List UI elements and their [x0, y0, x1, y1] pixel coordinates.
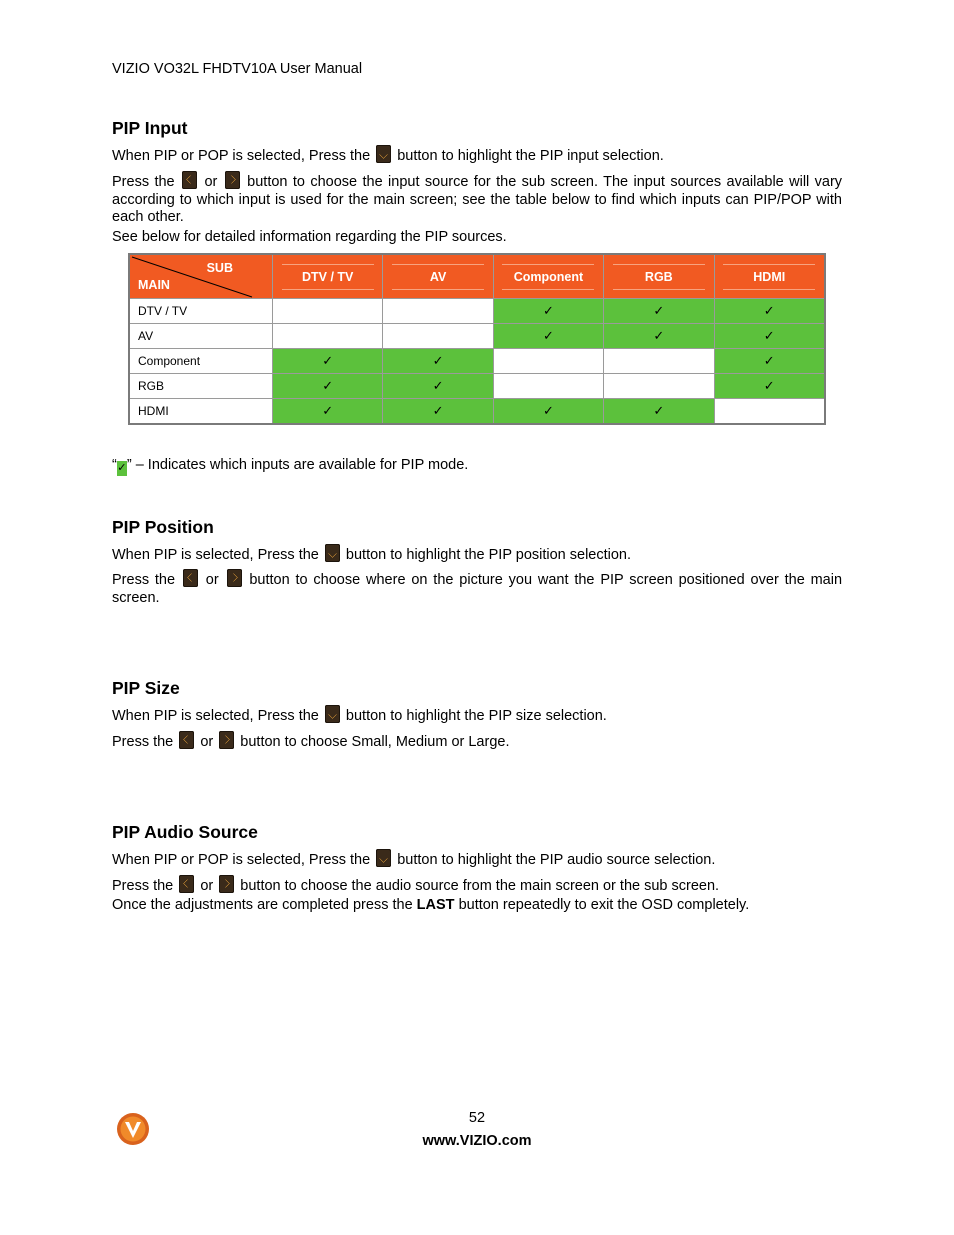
pip-audio-heading: PIP Audio Source: [112, 822, 258, 842]
vol-right-button-icon: [225, 171, 240, 189]
column-header: [714, 254, 825, 299]
pip-sources-table: [128, 253, 826, 425]
text: When PIP or POP is selected, Press the: [112, 852, 371, 868]
pip-audio-para-1: [112, 849, 842, 870]
text: or: [200, 734, 214, 750]
empty-cell: [493, 349, 603, 374]
ch-down-button-icon: [325, 705, 340, 723]
column-header: [493, 254, 603, 299]
row-label: Component: [129, 349, 273, 374]
empty-cell: [273, 324, 383, 349]
check-cell: ✓: [714, 324, 825, 349]
check-cell: ✓: [714, 374, 825, 399]
text: or: [204, 174, 218, 190]
check-cell: ✓: [273, 399, 383, 425]
table-row: [129, 299, 825, 324]
check-cell: ✓: [604, 299, 714, 324]
row-label: DTV / TV: [129, 299, 273, 324]
pip-position-para-2: [112, 569, 842, 607]
text: Once the adjustments are completed press the: [112, 897, 413, 913]
row-label: RGB: [129, 374, 273, 399]
pip-input-para-1: [112, 145, 842, 166]
column-header: [383, 254, 493, 299]
ch-down-button-icon: [376, 849, 391, 867]
check-cell: ✓: [493, 324, 603, 349]
text: button to choose the audio source from the main screen or the sub screen.: [240, 878, 720, 894]
pip-size-para-2: [112, 731, 842, 752]
pip-input-para-2: [112, 171, 842, 227]
check-cell: ✓: [493, 299, 603, 324]
pip-position-para-1: [112, 544, 842, 565]
pip-size-para-1: [112, 705, 842, 726]
vol-right-button-icon: [219, 731, 234, 749]
empty-cell: [714, 399, 825, 425]
check-cell: ✓: [383, 349, 493, 374]
vol-left-button-icon: [182, 171, 197, 189]
column-header: [273, 254, 383, 299]
table-row: [129, 374, 825, 399]
page-number: 52: [468, 1110, 486, 1126]
empty-cell: [383, 324, 493, 349]
empty-cell: [604, 374, 714, 399]
text: button to choose Small, Medium or Large.: [240, 734, 510, 750]
text: button to highlight the PIP input selection.: [397, 148, 664, 164]
text: or: [200, 878, 214, 894]
legend-open-quote: “: [112, 457, 117, 473]
ch-down-button-icon: [325, 544, 340, 562]
check-cell: ✓: [383, 399, 493, 425]
table-header-row: [129, 254, 825, 299]
text: or: [205, 572, 219, 588]
pip-size-heading: PIP Size: [112, 678, 180, 698]
vol-right-button-icon: [219, 875, 234, 893]
vol-left-button-icon: [179, 875, 194, 893]
text: Press the: [112, 734, 174, 750]
vol-left-button-icon: [183, 569, 198, 587]
text: Press the: [112, 572, 176, 588]
legend-text: ” – Indicates which inputs are available for PIP mode.: [126, 457, 469, 473]
footer-url: www.VIZIO.com: [422, 1133, 532, 1149]
column-label: AV: [392, 264, 484, 290]
pip-position-heading: PIP Position: [112, 517, 214, 537]
empty-cell: [273, 299, 383, 324]
empty-cell: [604, 349, 714, 374]
check-cell: ✓: [714, 299, 825, 324]
text: Press the: [112, 174, 175, 190]
column-header: [604, 254, 714, 299]
column-label: RGB: [613, 264, 705, 290]
pip-audio-para-2: [112, 875, 842, 896]
pip-audio-para-3: [112, 897, 842, 915]
check-cell: ✓: [714, 349, 825, 374]
text: When PIP or POP is selected, Press the: [112, 148, 371, 164]
pip-input-heading: PIP Input: [112, 118, 188, 138]
corner-main-label: MAIN: [138, 278, 170, 292]
empty-cell: [493, 374, 603, 399]
last-button-name: LAST: [416, 897, 455, 913]
column-label: HDMI: [723, 264, 815, 290]
corner-sub-label: SUB: [206, 261, 233, 275]
check-cell: ✓: [273, 374, 383, 399]
row-label: HDMI: [129, 399, 273, 425]
check-cell: ✓: [493, 399, 603, 425]
column-label: DTV / TV: [282, 264, 374, 290]
vol-left-button-icon: [179, 731, 194, 749]
column-label: Component: [502, 264, 594, 290]
empty-cell: [383, 299, 493, 324]
text: button to choose the input source for the sub screen. The input sources available will vary according to which input is used for the main screen; see the table below to find which inputs can PIP/POP with each other.: [112, 174, 843, 225]
pip-input-para-3: See below for detailed information regarding the PIP sources.: [112, 229, 507, 245]
table-row: [129, 399, 825, 425]
text: When PIP is selected, Press the: [112, 547, 319, 563]
text: button repeatedly to exit the OSD completely.: [458, 897, 750, 913]
check-cell: ✓: [604, 399, 714, 425]
table-row: [129, 349, 825, 374]
text: When PIP is selected, Press the: [112, 708, 319, 724]
check-icon: ✓: [117, 462, 127, 474]
text: Press the: [112, 878, 174, 894]
legend: [112, 457, 842, 476]
ch-down-button-icon: [376, 145, 391, 163]
vol-right-button-icon: [227, 569, 242, 587]
text: button to highlight the PIP audio source selection.: [397, 852, 716, 868]
document-header: VIZIO VO32L FHDTV10A User Manual: [112, 61, 363, 77]
check-cell: ✓: [604, 324, 714, 349]
check-cell: ✓: [273, 349, 383, 374]
text: button to highlight the PIP size selection.: [345, 708, 607, 724]
row-label: AV: [129, 324, 273, 349]
text: button to choose where on the picture you want the PIP screen positioned over the main screen.: [112, 572, 843, 606]
check-cell: ✓: [383, 374, 493, 399]
table-row: [129, 324, 825, 349]
text: button to highlight the PIP position selection.: [345, 547, 632, 563]
corner-cell: [129, 254, 273, 299]
